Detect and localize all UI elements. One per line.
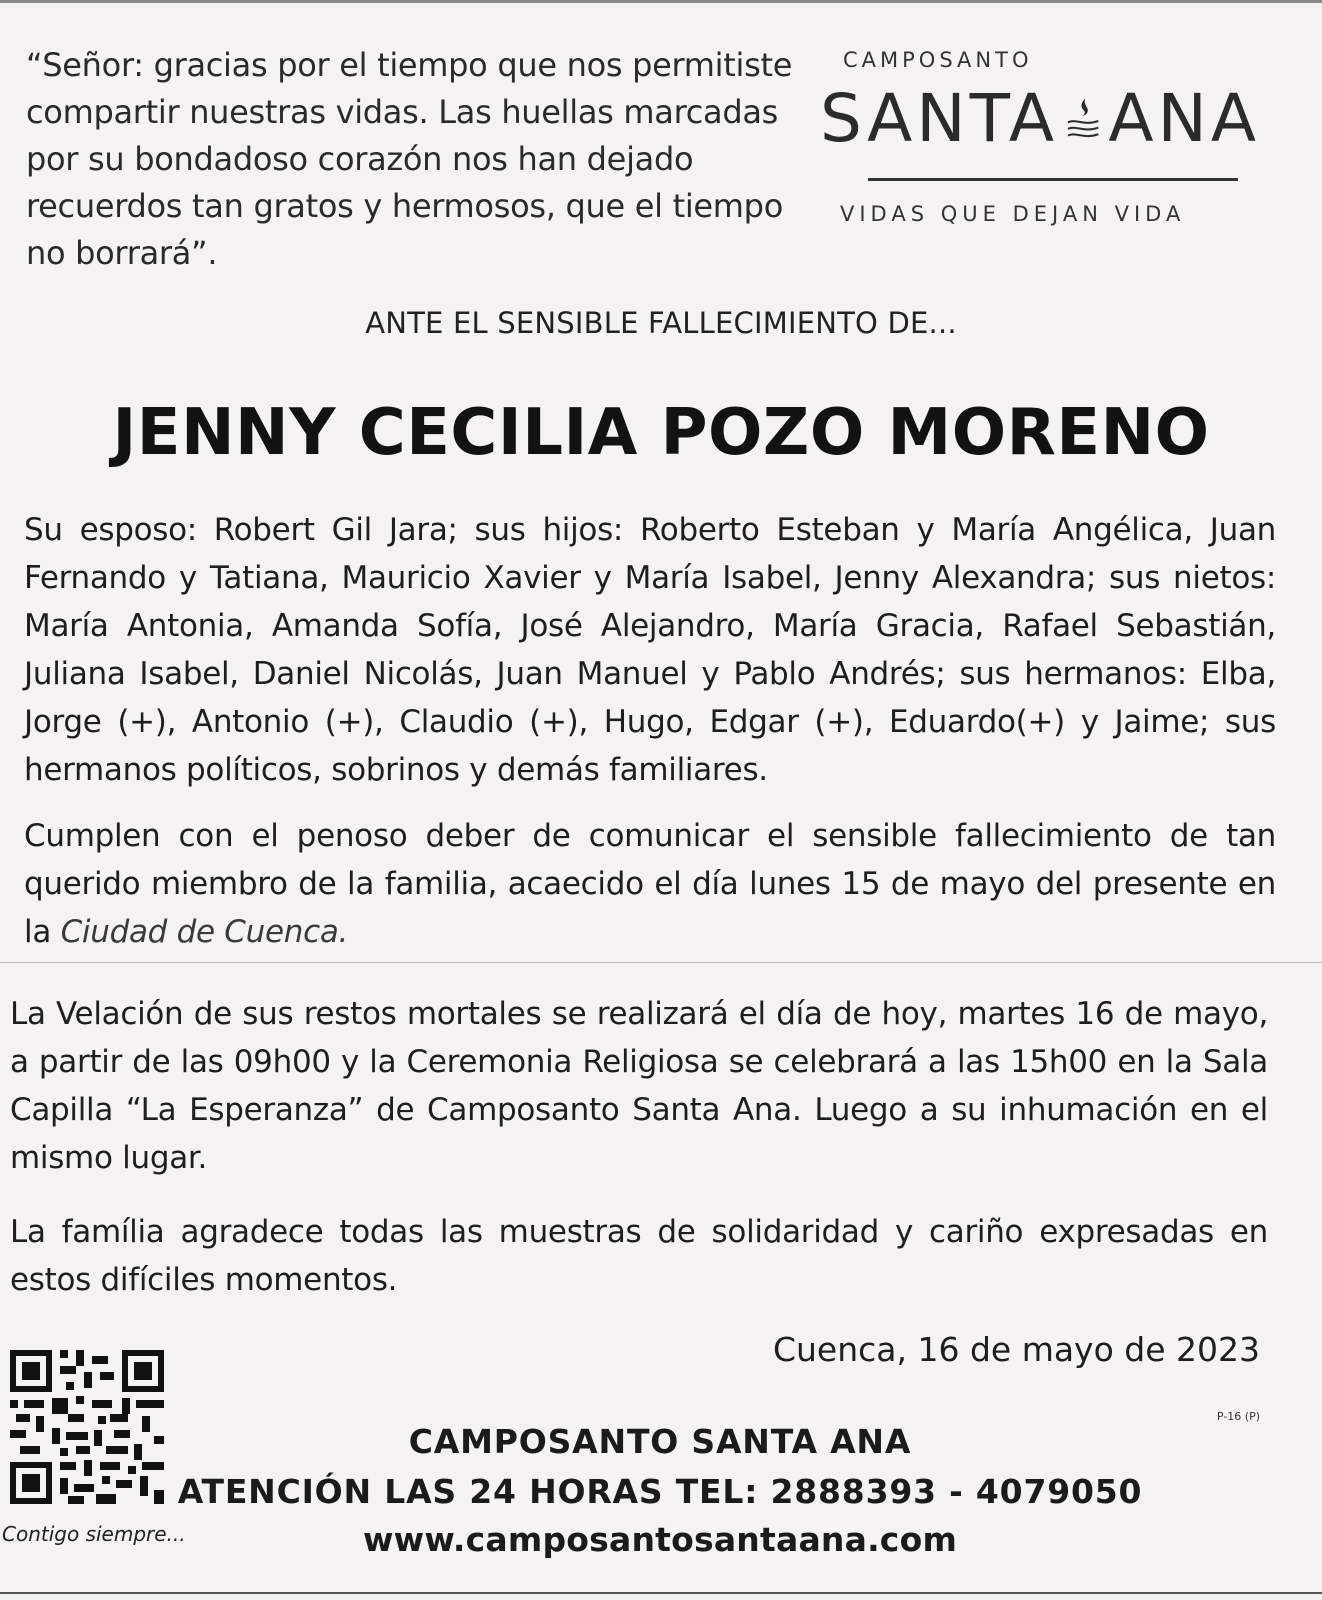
ceremony-paragraph: La Velación de sus restos mortales se realizará el día de hoy, martes 16 de mayo, a partir de las 09h00 y la Ceremonia Religiosa se celebrará a las 15h00 en la Sala Capilla “La Esperanza” de Camposanto Santa Ana. Luego a su inhumación en el mismo lugar. <box>10 996 1268 1176</box>
logo-word-left: SANTA <box>820 80 1058 157</box>
camposanto-logo <box>820 44 1260 254</box>
footer-website: www.camposantosantaana.com <box>362 1520 958 1559</box>
fold-line <box>0 962 1322 963</box>
date-line: Cuenca, 16 de mayo de 2023 <box>772 1330 1260 1369</box>
announcement-text: Cumplen con el penoso deber de comunicar el sensible fallecimiento de tan querido miembro de la familia, acaecido el día lunes 15 de mayo del presente en la <box>24 818 1276 950</box>
intro-heading: ANTE EL SENSIBLE FALLECIMIENTO DE... <box>365 306 957 340</box>
logo-tagline: VIDAS QUE DEJAN VIDA <box>840 202 1186 226</box>
footer-phone: ATENCIÓN LAS 24 HORAS TEL: 2888393 - 4079050 <box>177 1472 1143 1511</box>
footer-company-name: CAMPOSANTO SANTA ANA <box>408 1422 912 1461</box>
announcement-paragraph <box>24 812 1276 956</box>
thanks-paragraph: La família agradece todas las muestras de solidaridad y cariño expresadas en estos difíciles momentos. <box>10 1214 1268 1298</box>
deceased-name: JENNY CECILIA POZO MORENO <box>112 396 1210 470</box>
slogan: Contigo siempre... <box>2 1522 186 1546</box>
family-paragraph: Su esposo: Robert Gil Jara; sus hijos: Roberto Esteban y María Angélica, Juan Fernando y Tatiana, Mauricio Xavier y María Isabel, Jenny Alexandra; sus nietos: María Antonia, Amanda Sofía, José Alejandro, María Gracia, Rafael Sebastián, Juliana Isabel, Daniel Nicolás, Juan Manuel y Pablo Andrés; sus hermanos: Elba, Jorge (+), Antonio (+), Claudio (+), Hugo, Edgar (+), Eduardo(+) y Jaime; sus hermanos políticos, sobrinos y demás familiares. <box>24 512 1276 788</box>
memorial-quote: “Señor: gracias por el tiempo que nos permitiste compartir nuestras vidas. Las huellas marcadas por su bondadoso corazón nos han dejado recuerdos tan gratos y hermosos, que el tiempo no borrará”. <box>26 46 793 272</box>
bottom-border <box>0 1592 1322 1594</box>
flame-water-icon <box>1064 84 1102 154</box>
logo-word-right: ANA <box>1108 80 1260 157</box>
logo-wordmark <box>820 80 1260 157</box>
ad-code: P-16 (P) <box>1216 1410 1260 1423</box>
announcement-place: Ciudad de Cuenca. <box>60 914 349 950</box>
logo-top-text: CAMPOSANTO <box>843 48 1033 72</box>
qr-code-icon <box>10 1350 164 1504</box>
logo-divider <box>868 178 1238 181</box>
top-border <box>0 0 1322 3</box>
